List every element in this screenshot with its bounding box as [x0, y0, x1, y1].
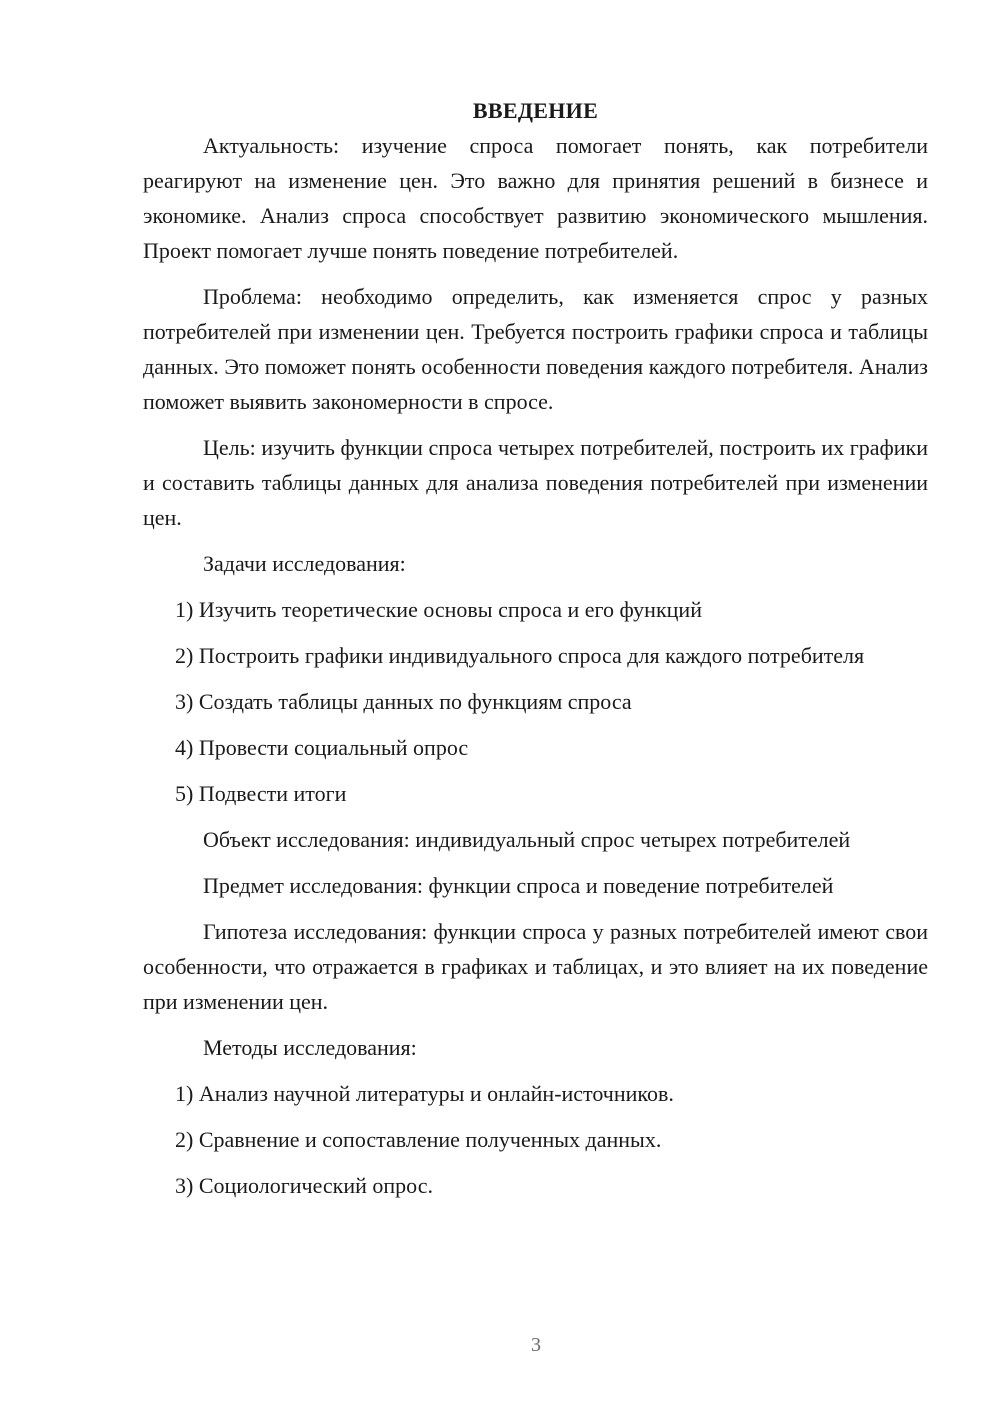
- task-item: 3) Создать таблицы данных по функциям спроса: [175, 689, 632, 714]
- problem-paragraph: Проблема: необходимо определить, как изменяется спрос у разных потребителей при изменении цен. Требуется построить графики спроса и таблицы данных. Это поможет понять особенности поведения каждого потребителя. Анализ поможет выявить закономерности в спросе.: [143, 284, 928, 414]
- document-page: [143, 96, 928, 1214]
- subject-paragraph: Предмет исследования: функции спроса и поведение потребителей: [203, 873, 834, 898]
- page-title: ВВЕДЕНИЕ: [472, 98, 599, 123]
- method-item: 1) Анализ научной литературы и онлайн-источников.: [175, 1081, 674, 1106]
- page-number: 3: [531, 1334, 541, 1356]
- method-item: 3) Социологический опрос.: [175, 1173, 433, 1198]
- task-item: 5) Подвести итоги: [175, 781, 347, 806]
- object-paragraph: Объект исследования: индивидуальный спрос четырех потребителей: [203, 827, 851, 852]
- task-item: 1) Изучить теоретические основы спроса и его функций: [175, 597, 702, 622]
- task-item: 2) Построить графики индивидуального спроса для каждого потребителя: [175, 643, 865, 668]
- method-item: 2) Сравнение и сопоставление полученных данных.: [175, 1127, 662, 1152]
- actuality-paragraph: Актуальность: изучение спроса помогает понять, как потребители реагируют на изменение цен. Это важно для принятия решений в бизнесе и экономике. Анализ спроса способствует развитию экономического мышления. Проект помогает лучше понять поведение потребителей.: [143, 133, 928, 263]
- task-item: 4) Провести социальный опрос: [175, 735, 469, 760]
- methods-heading: Методы исследования:: [203, 1035, 417, 1060]
- goal-paragraph: Цель: изучить функции спроса четырех потребителей, построить их графики и составить таблицы данных для анализа поведения потребителей при изменении цен.: [143, 435, 928, 530]
- tasks-heading: Задачи исследования:: [203, 551, 406, 576]
- hypothesis-paragraph: Гипотеза исследования: функции спроса у разных потребителей имеют свои особенности, что отражается в графиках и таблицах, и это влияет на их поведение при изменении цен.: [143, 919, 928, 1014]
